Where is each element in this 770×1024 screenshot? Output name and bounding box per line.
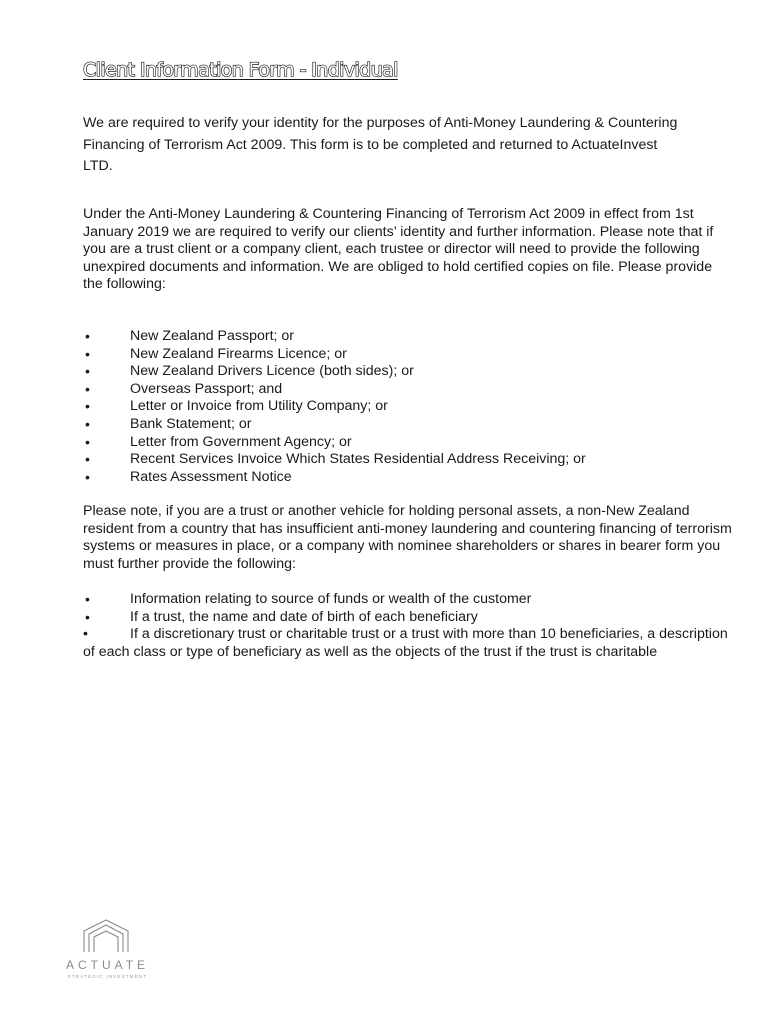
logo-name: ACTUATE	[65, 958, 150, 972]
list-item: • Overseas Passport; and	[83, 381, 733, 399]
further-note-paragraph: Please note, if you are a trust or another vehicle for holding personal assets, a non-New Zealand resident from a country that has insufficient anti-money laundering and countering financing of terrorism systems or measures in place, or a company with nominee shareholders or shares in bearer form you must further provide the following:	[83, 503, 732, 572]
final-item-text: If a discretionary trust or charitable trust or a trust with more than 10 beneficiaries, a description of each class or type of beneficiary as well as the objects of the trust if the trust is charitable	[83, 626, 728, 660]
list-item: • Letter or Invoice from Utility Company; or	[83, 398, 733, 416]
house-outline-icon	[82, 918, 130, 954]
documents-list	[83, 328, 733, 486]
list-item: • Recent Services Invoice Which States Residential Address Receiving; or	[83, 451, 733, 469]
logo-subtitle: STRATEGIC INVESTMENT	[67, 974, 148, 979]
list-item: • Letter from Government Agency; or	[83, 434, 733, 452]
actuate-logo	[55, 918, 160, 984]
further-list	[83, 591, 733, 626]
requirements-paragraph: Under the Anti-Money Laundering & Countering Financing of Terrorism Act 2009 in effect from 1st January 2019 we are required to verify our clients’ identity and further information. Please note that if you are a trust client or a company client, each trustee or director will need to provide the following unexpired documents and information. We are obliged to hold certified copies on file. Please provide the following:	[83, 206, 714, 293]
list-item: • New Zealand Passport; or	[83, 328, 733, 346]
form-title: Client Information Form - Individual	[83, 59, 398, 81]
list-item: • Rates Assessment Notice	[83, 469, 733, 487]
list-item: • Bank Statement; or	[83, 416, 733, 434]
final-item-paragraph	[83, 626, 733, 661]
list-item: • If a trust, the name and date of birth of each beneficiary	[83, 609, 733, 627]
list-item: • Information relating to source of funds or wealth of the customer	[83, 591, 733, 609]
list-item: • New Zealand Drivers Licence (both sides); or	[83, 363, 733, 381]
bullet: •	[83, 626, 88, 642]
list-item: • New Zealand Firearms Licence; or	[83, 346, 733, 364]
intro-paragraph: We are required to verify your identity for the purposes of Anti-Money Laundering & Countering Financing of Terrorism Act 2009. This form is to be completed and returned to ActuateInvest LTD.	[83, 115, 678, 174]
